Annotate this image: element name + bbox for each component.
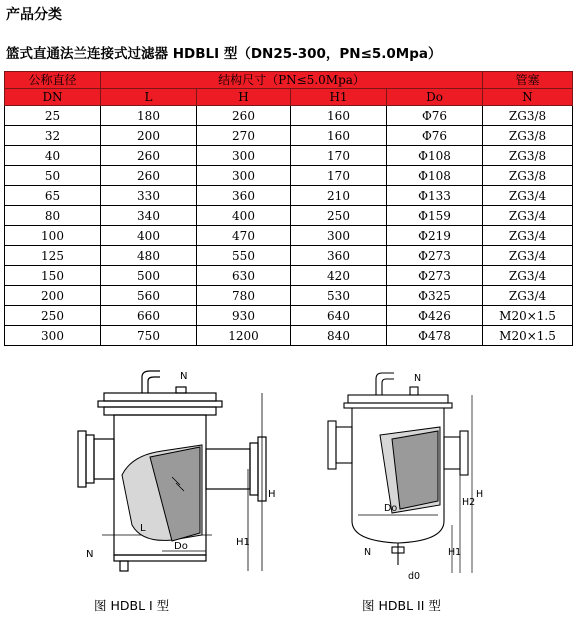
table-cell: 470 [197,226,291,246]
table-cell: 260 [197,106,291,126]
table-row [5,306,573,326]
table-cell: Φ108 [387,166,483,186]
table-cell: 630 [197,266,291,286]
table-cell: 250 [5,306,101,326]
table-cell: 250 [291,206,387,226]
table-cell: 530 [291,286,387,306]
table-cell: 40 [5,146,101,166]
table-cell: 420 [291,266,387,286]
table-cell: 100 [5,226,101,246]
hdbl-i-caption: 图 HDBL I 型 [94,598,170,613]
table-row [5,166,573,186]
table-cell: 400 [197,206,291,226]
label-n-top: N [180,371,188,382]
table-cell: 640 [291,306,387,326]
table-cell: 560 [101,286,197,306]
product-title: 篮式直通法兰连接式过滤器 HDBLI 型（DN25-300，PN≤5.0Mpa） [6,46,442,62]
table-row [5,186,573,206]
table-cell: 300 [291,226,387,246]
label-n-bottom: N [86,549,94,560]
table-row [5,106,573,126]
hdbl-i-drawing [62,365,292,590]
table-cell: 125 [5,246,101,266]
table-cell: Φ478 [387,326,483,346]
label-h1: H1 [236,537,250,548]
table-cell: 150 [5,266,101,286]
table-cell: 170 [291,146,387,166]
table-cell: 360 [291,246,387,266]
table-cell: 50 [5,166,101,186]
table-cell: 270 [197,126,291,146]
table-cell: Φ76 [387,126,483,146]
table-cell: 300 [197,146,291,166]
header-h1: H1 [291,89,387,106]
table-row [5,326,573,346]
header-l: L [101,89,197,106]
table-cell: Φ325 [387,286,483,306]
table-row [5,246,573,266]
table-cell: 550 [197,246,291,266]
table-cell: Φ273 [387,246,483,266]
table-header-row-top [5,72,573,89]
table-cell: ZG3/4 [483,246,573,266]
table-row [5,146,573,166]
table-cell: 660 [101,306,197,326]
table-cell: ZG3/4 [483,206,573,226]
table-row [5,206,573,226]
header-n: N [483,89,573,106]
table-cell: 25 [5,106,101,126]
table-cell: Φ133 [387,186,483,206]
label-l: L [140,523,146,534]
table-cell: ZG3/8 [483,166,573,186]
table-cell: 260 [101,146,197,166]
table-cell: 200 [5,286,101,306]
table-cell: Φ273 [387,266,483,286]
table-cell: Φ426 [387,306,483,326]
label-h: H [268,489,276,500]
header-pipe-thread: 管塞 [483,72,573,89]
table-cell: 930 [197,306,291,326]
table-cell: Φ159 [387,206,483,226]
table-cell: ZG3/8 [483,106,573,126]
table-cell: ZG3/8 [483,146,573,166]
table-cell: ZG3/4 [483,286,573,306]
table-cell: M20×1.5 [483,326,573,346]
header-structure-size: 结构尺寸（PN≤5.0Mpa） [101,72,483,89]
table-cell: 170 [291,166,387,186]
table-cell: 65 [5,186,101,206]
section-heading: 产品分类 [6,7,62,23]
table-cell: 200 [101,126,197,146]
table-cell: 480 [101,246,197,266]
label-do: Do [174,541,188,552]
table-cell: 330 [101,186,197,206]
table-cell: 300 [197,166,291,186]
label-n-top-ii: N [414,373,422,384]
table-row [5,226,573,246]
table-cell: Φ108 [387,146,483,166]
table-cell: 840 [291,326,387,346]
table-cell: Φ76 [387,106,483,126]
header-nominal-diameter: 公称直径 [5,72,101,89]
table-cell: 180 [101,106,197,126]
table-cell: 1200 [197,326,291,346]
table-cell: 210 [291,186,387,206]
header-do: Do [387,89,483,106]
table-cell: M20×1.5 [483,306,573,326]
table-cell: 32 [5,126,101,146]
label-do-ii: Do [384,503,398,514]
table-cell: 360 [197,186,291,206]
table-row [5,286,573,306]
table-cell: 780 [197,286,291,306]
label-n-bottom-ii: N [364,547,372,558]
table-cell: 500 [101,266,197,286]
table-cell: 160 [291,126,387,146]
header-dn: DN [5,89,101,106]
label-d0-ii: d0 [408,571,421,582]
label-h-ii: H [476,489,484,500]
table-cell: 750 [101,326,197,346]
table-cell: Φ219 [387,226,483,246]
hdbl-ii-caption: 图 HDBL II 型 [362,598,441,613]
table-header-row-sub [5,89,573,106]
table-cell: ZG3/4 [483,186,573,206]
table-cell: 160 [291,106,387,126]
table-cell: 340 [101,206,197,226]
table-cell: 260 [101,166,197,186]
label-h1-ii: H1 [448,547,462,558]
table-cell: 400 [101,226,197,246]
table-cell: 80 [5,206,101,226]
spec-table [4,71,573,346]
table-cell: 300 [5,326,101,346]
hdbl-ii-drawing [322,365,502,590]
header-h: H [197,89,291,106]
label-h2-ii: H2 [462,497,476,508]
table-cell: ZG3/4 [483,226,573,246]
table-cell: ZG3/8 [483,126,573,146]
table-row [5,266,573,286]
table-row [5,126,573,146]
table-cell: ZG3/4 [483,266,573,286]
